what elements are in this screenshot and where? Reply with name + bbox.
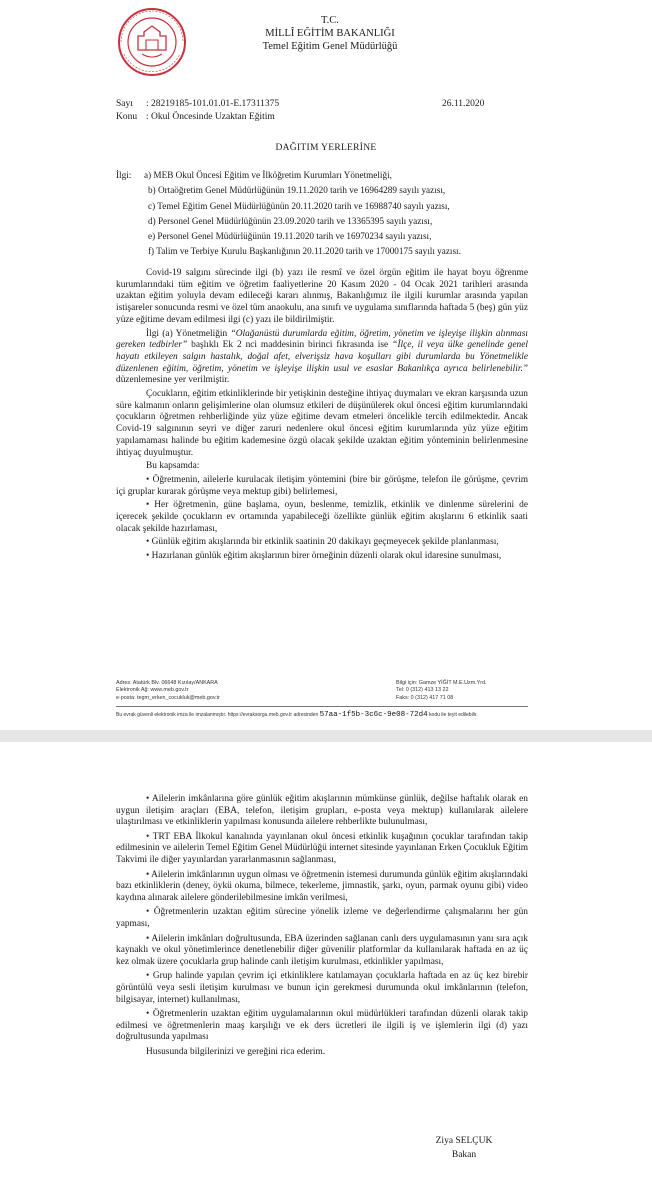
paragraph-text: düzenlemesine yer verilmiştir.: [116, 375, 230, 386]
reference-item: c) Temel Eğitim Genel Müdürlüğünün 20.11.2020 tarih ve 16988740 sayılı yazısı,: [148, 200, 450, 211]
bullet-item: • Günlük eğitim akışlarında bir etkinlik saatinin 20 dakikayı geçmeyecek şekilde planlanması,: [146, 537, 499, 548]
letterhead-ministry: MİLLÎ EĞİTİM BAKANLIĞI: [265, 28, 395, 39]
letterhead-department: Temel Eğitim Genel Müdürlüğü: [262, 41, 398, 52]
reference-item: b) Ortaöğretim Genel Müdürlüğünün 19.11.2020 tarih ve 16964289 sayılı yazısı,: [148, 185, 446, 196]
signatory-title: Bakan: [451, 1150, 477, 1160]
footer-address: Adres: Atatürk Blv. 06648 Kızılay/ANKARA: [116, 680, 218, 686]
bullet-item: • Ailelerin imkânları doğrultusunda, EBA üzerinden sağlanan canlı ders uygulamasının yanı sıra açık kaynaklı ve okul yönetimlerince denetlenebilir diğer güvenilir platformlar da kullanılarak haftada en az üç kez olmak üzere çocuklarla grup halinde canlı iletişim kurulması, etkinlikler yapılması,: [116, 933, 528, 967]
footer-divider: [116, 706, 528, 707]
paragraph: Çocukların, eğitim etkinliklerinde bir yetişkinin desteğine ihtiyaç duymaları ve ekran karşısında uzun süre kalmanın onların gelişimlerine olan olumsuz etkileri de düşünülerek okul öncesi eğitim kurumlarındaki çocukların öğretmen rehberliğinde yüz yüze eğitime devam etmeleri öncelikle tercih edilmektedir. Ancak Covid-19 salgınının seyri ve diğer zaruri nedenlere okul öncesi eğitim kurumlarında yüz yüze eğitim yapılamaması halinde bu eğitim kademesine özgü olacak şekilde uzaktan eğitim yönteminin belirlenmesine ihtiyaç duyulmuştur.: [116, 389, 528, 458]
verify-code: 57aa-1f5b-3c6c-9e08-72d4: [319, 711, 428, 719]
reference-item: e) Personel Genel Müdürlüğünün 19.11.2020 tarih ve 16970234 sayılı yazısı,: [148, 231, 432, 242]
footer-phone: Tel: 0 (312) 413 13 22: [396, 687, 449, 694]
bullet-item: • Öğretmenlerin uzaktan eğitim sürecine yönelik izleme ve değerlendirme çalışmalarını her gün yapması,: [116, 907, 528, 929]
reference-label: İlgi:: [116, 170, 132, 180]
footer-contact-person: Bilgi için: Gamze YİĞİT M.E.Uzm.Yrd.: [396, 680, 487, 686]
bullet-item: • Öğretmenin, ailelerle kurulacak iletişim yöntemini (bire bir görüşme, telefon ile görüşme, çevrim içi gruplar kurarak görüşme veya mektup gibi) belirlemesi,: [116, 474, 528, 497]
reference-list: [116, 168, 461, 260]
footer-fax: Faks: 0 (312) 417 71 08: [396, 694, 454, 701]
footer-info: [396, 680, 487, 702]
bullet-item: • Ailelerin imkânlarının uygun olması ve öğretmenin istemesi durumunda günlük eğitim akışlarındaki bazı etkinliklerin (deney, öykü okuma, bilmece, tekerleme, jimnastik, şarkı, oyun, parmak oyunu gibi) video kaydına alınarak ailelere gönderilebilmesine imkân verilmesi,: [116, 869, 528, 903]
konu-value: : Okul Öncesinde Uzaktan Eğitim: [146, 112, 275, 122]
bullet-item: • Her öğretmenin, güne başlama, oyun, beslenme, temizlik, etkinlik ve dinlenme sürelerini de içerecek şekilde çocukların ev ortamında yapabileceği özellikte günlük eğitim akışlarını 6 etkinlik saati olacak şekilde hazırlaması,: [116, 500, 528, 534]
bullet-item: • Ailelerin imkânlarına göre günlük eğitim akışlarının mümkünse günlük, değilse haftalık olarak en uygun iletişim araçları (EBA, telefon, iletişim grupları, e-posta veya mektup) kullanılarak ailelere ulaştırılması ve etkinliklerin yapılması konusunda ailelere rehberlikte bulunulması,: [116, 794, 528, 828]
bullet-item: • Grup halinde yapılan çevrim içi etkinliklere katılamayan çocuklarla haftada en az üç kez birebir görüntülü veya sesli iletişim kurulması ve bunun için gerekmesi durumunda okul imkânlarının (telefon, bilgisayar, internet) kullanılması,: [116, 971, 528, 1005]
sayi-value: : 28219185-101.01.01-E.17311375: [146, 99, 280, 109]
paragraph: Bu kapsamda:: [146, 461, 200, 472]
letter-body-page-2: [116, 794, 528, 1061]
reference-item: f) Talim ve Terbiye Kurulu Başkanlığının 20.11.2020 tarih ve 17000175 sayılı yazısı.: [148, 246, 461, 257]
reference-item: a) MEB Okul Öncesi Eğitim ve İlköğretim Kurumları Yönetmeliği,: [144, 170, 392, 180]
bullet-item: • Hazırlanan günlük eğitim akışlarının birer örneğinin düzenli olarak okul idaresine sunulması,: [146, 551, 502, 562]
signatory-name: Ziya SELÇUK: [435, 1136, 493, 1146]
letterhead: [170, 14, 490, 53]
bullet-item: • Öğretmenlerin uzaktan eğitim uygulamalarının okul müdürlükleri tarafından düzenli olarak takip edilmesi ve öğretmenlerin maaş karşılığı ve ek ders ücretleri ile ilgili iş ve işlemlerin ilgi (d) yazı doğrultusunda yapılması: [116, 1009, 528, 1043]
paragraph-text: başlıklı Ek 2 nci maddesinin birinci fıkrasında ise: [187, 340, 393, 351]
closing-sentence: Hususunda bilgilerinizi ve gereğini rica ederim.: [146, 1046, 326, 1057]
document-page-2: [0, 742, 652, 1200]
paragraph: Covid-19 salgını sürecinde ilgi (b) yazı ile resmî ve özel örgün eğitim ile hayat boyu öğrenme kurumlarındaki tüm eğitim ve öğretim faaliyetlerine 20 Kasım 2020 - 04 Ocak 2021 tarihleri arasında uzaktan eğitim yoluyla devam edileceği kararı alınmış, Bakanlığımız ile ilgili kurumlar arasında yapılan istişareler sonucunda resmi ve özel tüm anaokulu, ana sınıfı ve uygulama sınıflarında haftada 5 (beş) gün yüz yüze eğitime devam edilmesi ilgi (c) yazı ile bildirilmiştir.: [116, 268, 528, 325]
e-signature-note: [116, 711, 528, 719]
letter-body-page-1: [116, 268, 528, 565]
document-date: 26.11.2020: [442, 99, 485, 109]
footer-website: Elektronik Ağ: www.meb.gov.tr: [116, 687, 189, 694]
paragraph-text: İlgi (a) Yönetmeliğin: [146, 328, 231, 339]
quoted-regulation: “İlçe, il veya ülke genelinde genel hayatı etkileyen salgın hastalık, doğal afet, elverişsiz hava koşulları gibi durumlarda bu Yönetmelikle düzenlenen eğitim, öğretim, yönetim ve işleyişe ilişkin usul ve esaslar Bakanlıkça ayrıca belirlenebilir.”: [116, 340, 528, 374]
paragraph: [116, 329, 528, 388]
konu-label: Konu: [116, 112, 138, 122]
bullet-item: • TRT EBA İlkokul kanalında yayınlanan okul öncesi etkinlik kuşağının çocuklar tarafından takip edilmesinin ve ailelerin Temel Eğitim Genel Müdürlüğü internet sitesinde yayınlanan Erken Çocukluk Eğitim Takvimi ile diğer yayınlardan yararlanmasının sağlanması,: [116, 831, 528, 865]
quoted-heading: “Olağanüstü durumlarda eğitim, öğretim, yönetim ve işleyişe ilişkin alınması gereken tedbirler”: [116, 328, 529, 351]
letterhead-country: T.C.: [321, 15, 339, 26]
reference-item: d) Personel Genel Müdürlüğünün 23.09.2020 tarih ve 13365395 sayılı yazısı,: [148, 215, 433, 226]
verify-text: kodu ile teyit edilebilir.: [429, 712, 478, 718]
footer-email: e-posta: tegm_erken_cocukluk@meb.gov.tr: [116, 694, 220, 701]
signature-block: [424, 1134, 504, 1162]
sayi-label: Sayı: [116, 99, 133, 109]
distribution-title: DAĞITIM YERLERİNE: [275, 143, 377, 153]
footer-contact: [116, 680, 220, 702]
verify-text: Bu evrak güvenli elektronik imza ile imzalanmıştır. https://evraksorgu.meb.gov.tr adresinden: [116, 712, 319, 718]
page-separator: [0, 730, 652, 742]
